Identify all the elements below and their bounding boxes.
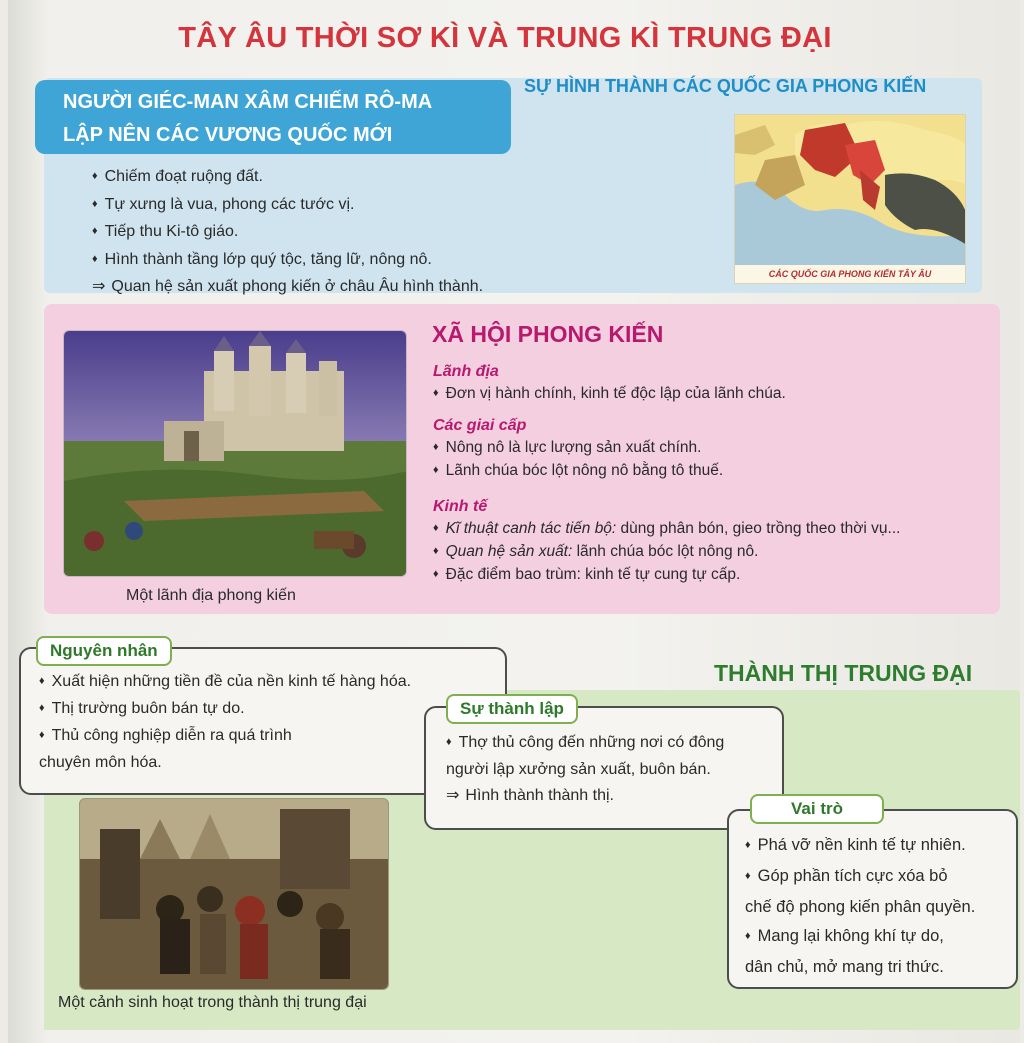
causes-tag: Nguyên nhân — [36, 636, 172, 666]
banner-line-2: LẬP NÊN CÁC VƯƠNG QUỐC MỚI — [63, 124, 393, 146]
section1-banner — [35, 80, 511, 154]
list-item: ♦ Mang lại không khí tự do, — [745, 922, 1016, 953]
feudal-states-map — [734, 114, 966, 284]
founding-conclusion: ⇒ Hình thành thành thị. — [446, 783, 782, 809]
manor-image — [63, 330, 407, 577]
item-label: Kĩ thuật canh tác tiến bộ: — [445, 520, 617, 537]
manor-heading: Lãnh địa — [433, 363, 499, 380]
list-item-continued: chế độ phong kiến phân quyền. — [745, 898, 976, 916]
list-item — [433, 541, 900, 564]
section1-list — [92, 164, 483, 300]
role-card — [727, 809, 1018, 989]
feudal-society-title: XÃ HỘI PHONG KIẾN — [432, 321, 664, 347]
page-title: TÂY ÂU THỜI SƠ KÌ VÀ TRUNG KÌ TRUNG ĐẠI — [178, 22, 832, 54]
town-life-image — [79, 798, 389, 990]
item-label: Quan hệ sản xuất: — [445, 543, 573, 560]
map-caption: CÁC QUỐC GIA PHONG KIẾN TÂY ÂU — [735, 265, 965, 283]
list-item: ♦ Tự xưng là vua, phong các tước vị. — [92, 192, 483, 220]
classes-heading: Các giai cấp — [433, 417, 527, 434]
list-item — [433, 518, 900, 541]
economy-block — [433, 496, 900, 587]
list-item: ♦ Thủ công nghiệp diễn ra quá trình — [39, 723, 505, 750]
list-item-continued: dân chủ, mở mang tri thức. — [745, 958, 944, 976]
castle-illustration — [64, 331, 407, 577]
list-item: ♦ Lãnh chúa bóc lột nông nô bằng tô thuế. — [433, 460, 723, 483]
list-item: ♦ Tiếp thu Ki-tô giáo. — [92, 219, 483, 247]
list-item: ♦ Phá vỡ nền kinh tế tự nhiên. — [745, 831, 1016, 862]
list-item: ♦ Hình thành tầng lớp quý tộc, tăng lữ, nông nô. — [92, 247, 483, 275]
banner-line-1: NGƯỜI GIÉC-MAN XÂM CHIẾM RÔ-MA — [63, 91, 433, 113]
role-tag: Vai trò — [750, 794, 884, 824]
founding-tag: Sự thành lập — [446, 694, 578, 724]
economy-heading: Kinh tế — [433, 498, 488, 515]
town-image-caption: Một cảnh sinh hoạt trong thành thị trung đại — [58, 994, 367, 1011]
list-item: ♦ Chiếm đoạt ruộng đất. — [92, 164, 483, 192]
section1-conclusion: ⇒ Quan hệ sản xuất phong kiến ở châu Âu hình thành. — [92, 274, 483, 300]
manor-block — [433, 361, 786, 406]
medieval-towns-title: THÀNH THỊ TRUNG ĐẠI — [714, 660, 973, 686]
list-item: ♦ Xuất hiện những tiền đề của nền kinh tế hàng hóa. — [39, 669, 505, 696]
list-item: ♦ Đơn vị hành chính, kinh tế độc lập của lãnh chúa. — [433, 383, 786, 406]
list-item: ♦ Thợ thủ công đến những nơi có đông — [446, 730, 782, 757]
manor-image-caption: Một lãnh địa phong kiến — [126, 587, 296, 604]
list-item-continued: chuyên môn hóa. — [39, 754, 162, 771]
feudal-states-title: SỰ HÌNH THÀNH CÁC QUỐC GIA PHONG KIẾN — [524, 76, 927, 96]
list-item-continued: người lập xưởng sản xuất, buôn bán. — [446, 761, 711, 778]
list-item: ♦ Góp phần tích cực xóa bỏ — [745, 862, 1016, 893]
list-item: ♦ Nông nô là lực lượng sản xuất chính. — [433, 437, 723, 460]
list-item: ♦ Thị trường buôn bán tự do. — [39, 696, 505, 723]
classes-block — [433, 415, 723, 483]
item-text: dùng phân bón, gieo trồng theo thời vụ... — [616, 520, 901, 537]
list-item: ♦ Đặc điểm bao trùm: kinh tế tự cung tự cấp. — [433, 564, 900, 587]
item-text: lãnh chúa bóc lột nông nô. — [572, 543, 759, 560]
town-illustration — [80, 799, 389, 990]
map-illustration — [735, 115, 966, 267]
